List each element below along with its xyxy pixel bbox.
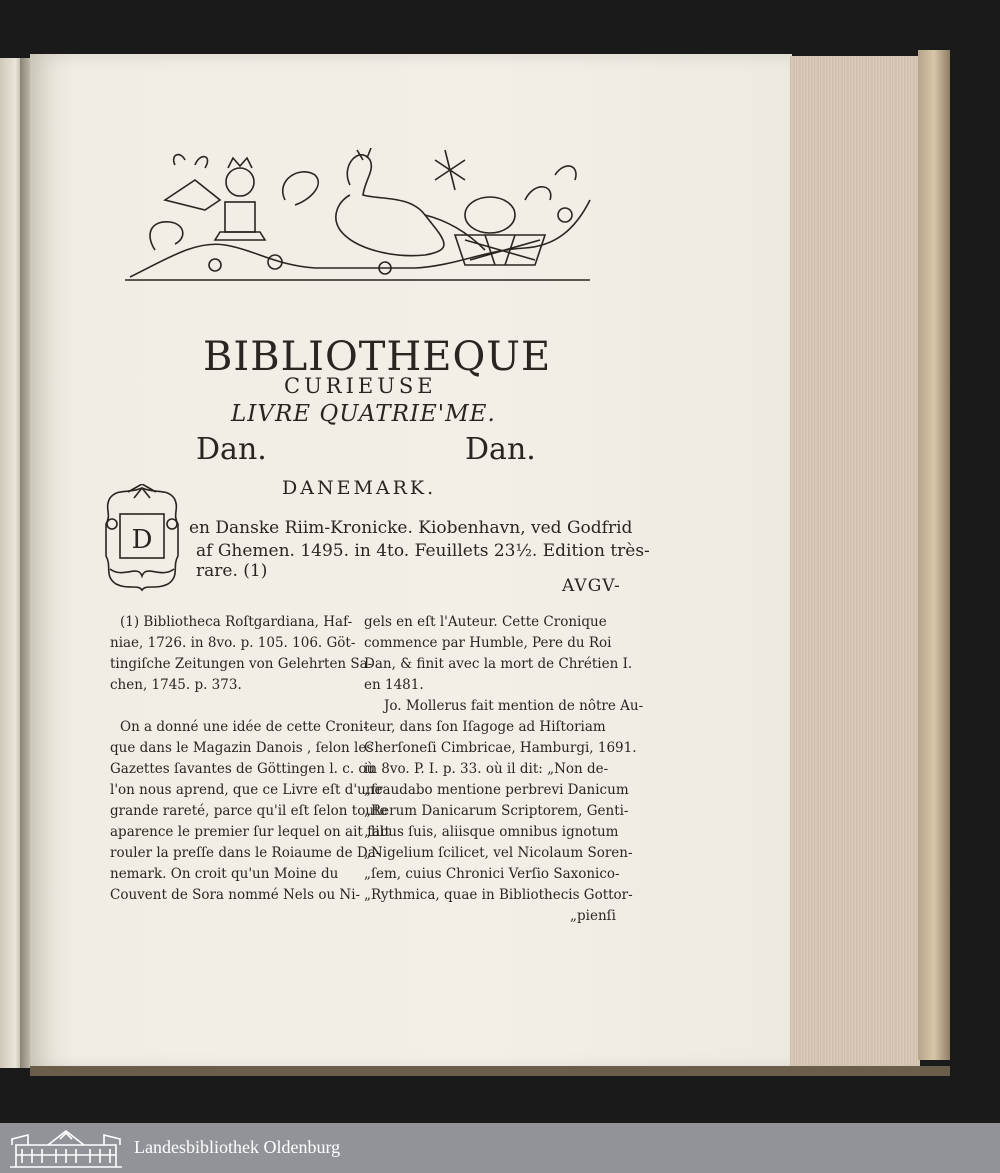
footnote-line: niae, 1726. in 8vo. p. 105. 106. Göt- (110, 635, 356, 651)
footnote-line: tingiſche Zeitungen von Gelehrten Sa- (110, 656, 373, 672)
decorated-initial-icon (98, 484, 186, 594)
library-building-logo-icon[interactable] (8, 1127, 124, 1169)
body-line: que dans le Magazin Danois , ſelon les (110, 740, 374, 756)
body-line: Couvent de Sora nommé Nels ou Ni- (110, 887, 361, 903)
body-line: rouler la preſſe dans le Roiaume de Da- (110, 845, 381, 861)
running-head-left: Dan. (196, 432, 267, 467)
footnote-line: chen, 1745. p. 373. (110, 677, 242, 693)
library-name[interactable]: Landesbibliothek Oldenburg (134, 1137, 341, 1157)
body-line: Jo. Mollerus fait mention de nôtre Au- (384, 698, 644, 714)
body-line: l'on nous aprend, que ce Livre eſt d'une (110, 782, 383, 798)
catchword: AVGV- (562, 576, 621, 596)
body-line: nemark. On croit qu'un Moine du (110, 866, 339, 882)
body-line: aparence le premier ſur lequel on ait fait (110, 824, 390, 840)
body-line: teur, dans ſon Iſagoge ad Hiſtoriam (364, 719, 606, 735)
footer-bar (0, 1123, 1000, 1173)
body-line: „ſem, cuius Chronici Verſio Saxonico- (364, 866, 620, 882)
body-line: „Rythmica, quae in Bibliothecis Gottor- (364, 887, 633, 903)
body-line: „Nigelium ſcilicet, vel Nicolaum Soren- (364, 845, 633, 861)
book-board (30, 1066, 950, 1076)
body-line: Dan, & finit avec la mort de Chrétien I. (364, 656, 633, 672)
left-page-edge (0, 58, 22, 1068)
entry-line-2: af Ghemen. 1495. in 4to. Feuillets 23½. Edition très- (196, 541, 650, 561)
section-heading: DANEMARK. (282, 477, 437, 499)
initial-letter: D (131, 525, 153, 555)
page-title: BIBLIOTHEQUE (203, 334, 552, 380)
book-part-heading: LIVRE QUATRIE'ME. (231, 401, 496, 427)
body-line: „libus ſuis, aliisque omnibus ignotum (364, 824, 619, 840)
right-catchword: „pienſi (570, 908, 616, 924)
page-subtitle: CURIEUSE (284, 374, 437, 398)
body-line: en 1481. (364, 677, 424, 693)
body-line: grande rareté, parce qu'il eſt ſelon toute (110, 803, 388, 819)
body-line: Gazettes ſavantes de Göttingen l. c. où (110, 761, 376, 777)
body-line: Cherſoneſi Cimbricae, Hamburgi, 1691. (364, 740, 637, 756)
running-head-right: Dan. (465, 432, 536, 467)
page-edges (790, 56, 920, 1066)
entry-line-3: rare. (1) (196, 561, 268, 581)
entry-line-1: en Danske Riim-Kronicke. Kiobenhavn, ved Godfrid (189, 518, 633, 538)
book-cover-edge (918, 50, 950, 1060)
body-line: in 8vo. P. I. p. 33. où il dit: „Non de- (364, 761, 609, 777)
body-line: gels en eſt l'Auteur. Cette Cronique (364, 614, 607, 630)
body-line: On a donné une idée de cette Croni- (120, 719, 368, 735)
footnote-line: (1) Bibliotheca Roſtgardiana, Haf- (120, 614, 353, 630)
body-line: commence par Humble, Pere du Roi (364, 635, 612, 651)
body-line: „fraudabo mentione perbrevi Danicum (364, 782, 629, 798)
headpiece-ornament-icon (125, 140, 595, 285)
body-line: „Rerum Danicarum Scriptorem, Genti- (364, 803, 629, 819)
